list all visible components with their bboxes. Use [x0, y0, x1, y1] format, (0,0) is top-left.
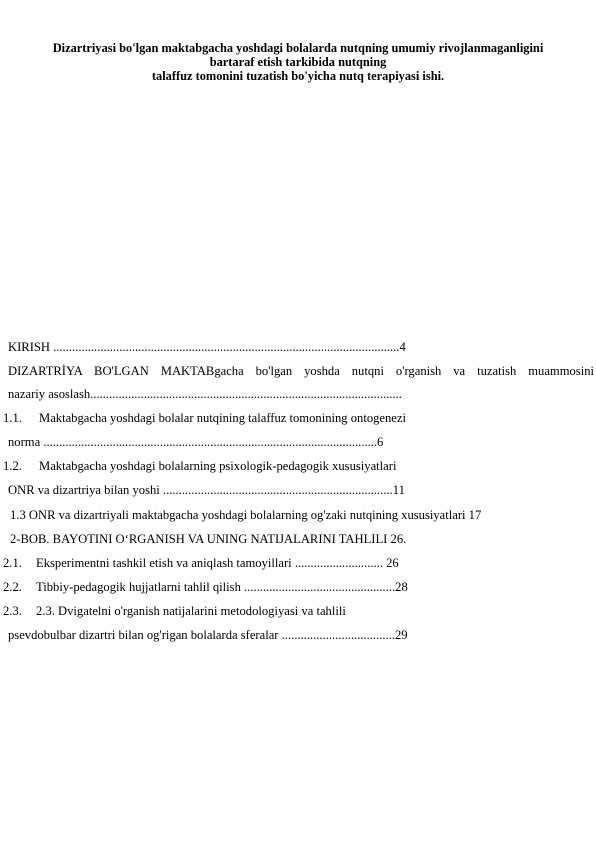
toc-entry-2-2: [3, 580, 408, 595]
section-title: Eksperimentni tashkil etish va aniqlash tamoyillari ............................ 26: [36, 556, 399, 570]
document-title: [14, 41, 582, 83]
title-line-3: talaffuz tomonini tuzatish bo'yicha nutq terapiyasi ishi.: [151, 69, 445, 83]
section-number: 1.1.: [3, 411, 22, 425]
toc-entry-chapter-1: DIZARTRİYA BO'LGAN MAKTABgacha bo'lgan yoshda nutqni o'rganish va tuzatish muammosini: [8, 364, 594, 378]
title-line-2: bartaraf etish tarkibida nutqning: [209, 55, 387, 69]
section-title: 2.3. Dvigatelni o'rganish natijalarini metodologiyasi va tahlili: [36, 604, 346, 618]
toc-entry-1-3: 1.3 ONR va dizartriyali maktabgacha yoshdagi bolalarning og'zaki nutqining xususiyatlari 17: [10, 508, 482, 522]
section-number: 2.1.: [3, 556, 22, 570]
toc-entry-chapter-2: 2-BOB. BAYOTINI O‘RGANISH VA UNING NATIJALARINI TAHLILI 26.: [10, 532, 407, 546]
section-number: 1.2.: [3, 459, 22, 473]
toc-entry-1-1: [3, 411, 406, 426]
toc-entry-1-1-cont: norma ..........................................................................................................6: [8, 435, 384, 449]
toc-entry-chapter-1-cont: nazariy asoslash...................................................................................................: [8, 387, 402, 401]
toc-entry-2-3: [3, 604, 346, 619]
toc-entry-2-1: [3, 556, 399, 571]
section-number: 2.2.: [3, 580, 22, 594]
section-title: Tibbiy-pedagogik hujjatlarni tahlil qilish ................................................28: [36, 580, 408, 594]
toc-entry-2-3-cont: psevdobulbar dizartri bilan og'rigan bolalarda sferalar ....................................29: [8, 628, 408, 642]
toc-entry-kirish: KIRISH ..............................................................................................................4: [8, 340, 406, 354]
section-title: Maktabgacha yoshdagi bolalarning psixologik-pedagogik xususiyatlari: [39, 459, 397, 473]
section-title: Maktabgacha yoshdagi bolalar nutqining talaffuz tomonining ontogenezi: [39, 411, 406, 425]
toc-entry-1-2-cont: ONR va dizartriya bilan yoshi .........................................................................11: [8, 483, 405, 497]
section-number: 2.3.: [3, 604, 22, 618]
title-line-1: Dizartriyasi bo'lgan maktabgacha yoshdagi bolalarda nutqning umumiy rivojlanmaganligini: [52, 41, 544, 55]
toc-entry-1-2: [3, 459, 396, 474]
